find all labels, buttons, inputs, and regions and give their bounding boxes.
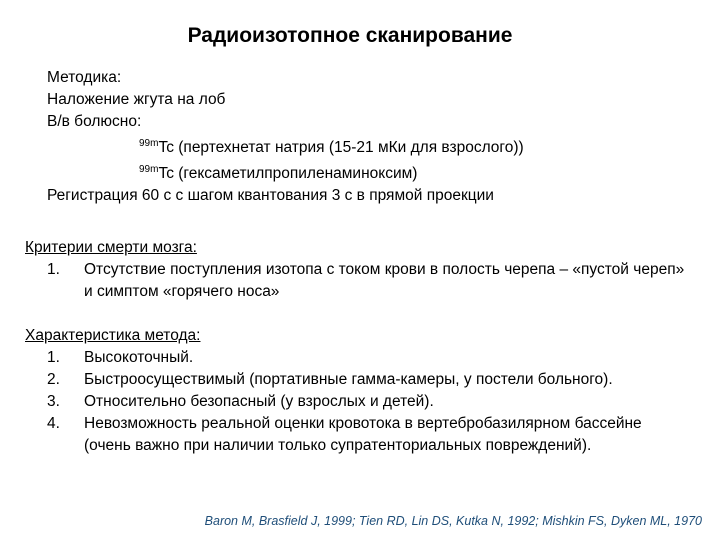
isotope-superscript: 99m bbox=[139, 164, 159, 175]
list-number: 1. bbox=[47, 261, 60, 278]
list-item bbox=[25, 391, 685, 413]
methodology-line-tourniquet: Наложение жгута на лоб bbox=[47, 91, 226, 108]
list-number: 2. bbox=[47, 371, 60, 388]
list-number: 1. bbox=[47, 349, 60, 366]
characteristics-heading: Характеристика метода: bbox=[25, 327, 201, 344]
isotope-superscript: 99m bbox=[139, 138, 159, 149]
isotope-text: Tc (гексаметилпропиленаминоксим) bbox=[158, 165, 418, 182]
list-text-content: Высокоточный. bbox=[84, 349, 194, 366]
list-text bbox=[62, 259, 685, 303]
methodology-line-bolus: В/в болюсно: bbox=[47, 113, 142, 130]
list-item bbox=[25, 259, 685, 303]
methodology-line-registration: Регистрация 60 с с шагом квантования 3 с в прямой проекции bbox=[47, 187, 494, 204]
methodology-section bbox=[47, 67, 687, 207]
slide-title: Радиоизотопное сканирование bbox=[187, 24, 513, 47]
list-text-content: Отсутствие поступления изотопа с током крови в полость черепа – «пустой череп» и симптом «горячего носа» bbox=[84, 261, 685, 300]
citation: Baron M, Brasfield J, 1999; Tien RD, Lin DS, Kutka N, 1992; Mishkin FS, Dyken ML, 1970 bbox=[204, 514, 702, 528]
list-item bbox=[25, 369, 685, 391]
list-number: 3. bbox=[47, 393, 60, 410]
isotope-text: Tc (пертехнетат натрия (15-21 мКи для взрослого)) bbox=[158, 139, 524, 156]
list-text-content: Относительно безопасный (у взрослых и детей). bbox=[84, 393, 434, 410]
isotope-pertechnetate bbox=[47, 133, 687, 159]
characteristics-section bbox=[25, 325, 685, 457]
list-text bbox=[62, 391, 685, 413]
list-text bbox=[62, 369, 685, 391]
list-item bbox=[25, 413, 685, 457]
criteria-heading: Критерии смерти мозга: bbox=[25, 239, 197, 256]
list-number: 4. bbox=[47, 415, 60, 432]
list-item bbox=[25, 347, 685, 369]
criteria-section bbox=[25, 237, 685, 303]
methodology-heading: Методика: bbox=[47, 69, 122, 86]
list-text-content: Быстроосуществимый (портативные гамма-камеры, у постели больного). bbox=[84, 371, 613, 388]
list-text bbox=[62, 413, 685, 457]
isotope-hmpao bbox=[47, 159, 687, 185]
list-text-content: Невозможность реальной оценки кровотока в вертебробазилярном бассейне (очень важно при наличии только супратенториальных повреждений). bbox=[84, 415, 642, 454]
list-text bbox=[62, 347, 685, 369]
